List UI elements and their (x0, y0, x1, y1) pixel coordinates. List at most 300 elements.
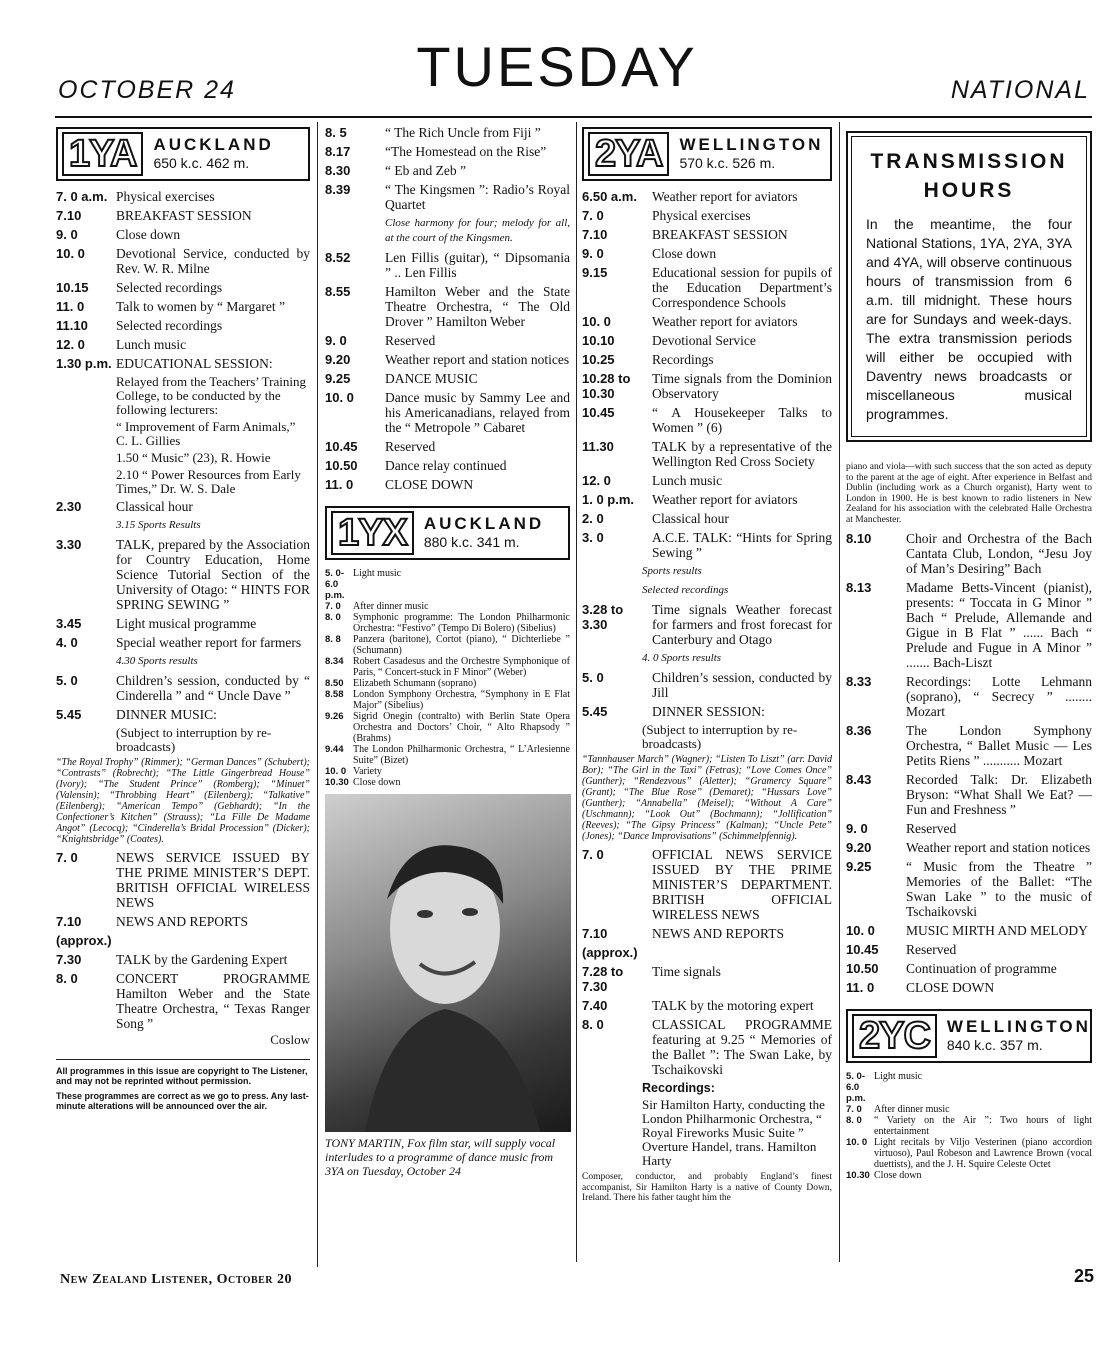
schedule-entry (56, 208, 310, 223)
entry-time: 8. 8 (325, 634, 341, 645)
entry-time: 8.55 (325, 284, 351, 299)
entry-time: 10.45 (582, 405, 615, 420)
schedule-entry (582, 926, 832, 941)
entry-time: 10.45 (325, 439, 358, 454)
schedule-entry (582, 208, 832, 223)
entry-description: CLOSE DOWN (385, 477, 474, 492)
column-divider (317, 122, 318, 1267)
schedule-entry (56, 971, 310, 1031)
entry-time: 8.33 (846, 674, 872, 689)
composer-credit: Coslow (270, 1032, 310, 1047)
1yx-entry (325, 656, 570, 678)
station-header-1yx (325, 506, 570, 560)
entry-time (582, 651, 642, 666)
entry-description: The London Symphony Orchestra, “ Ballet Music — Les Petits Riens ” ........... Mozart (906, 723, 1092, 768)
entry-time: 8.39 (325, 182, 351, 197)
schedule-entry (56, 518, 310, 533)
entry-description: Light recitals by Viljo Vesterinen (piano accordion virtuoso), Paul Robeson and Lawrence Brown (vocal duettists), and the J. H. Squire Celeste Octet (874, 1137, 1092, 1170)
entry-description: “ The Kingsmen ”: Radio’s Royal Quartet (385, 182, 570, 212)
entry-time: 9.25 (325, 371, 351, 386)
entry-time: 8.36 (846, 723, 872, 738)
entry-description: Children’s session, conducted by “ Cinderella ” and “ Uncle Dave ” (116, 673, 310, 703)
harty-biography: Composer, conductor, and probably England’s finest accompanist, Sir Hamilton Harty is a native of County Down, Ireland. There his father taught him the (582, 1172, 832, 1203)
schedule-entry (56, 654, 310, 669)
column-transmission-2yc (846, 125, 1092, 1181)
station-city: WELLINGTON (946, 1017, 1091, 1036)
entry-description: Children’s session, conducted by Jill (652, 670, 832, 700)
entry-time: 10.50 (846, 961, 879, 976)
entry-time: 8. 0 (325, 612, 341, 623)
entry-time: 11. 0 (56, 299, 85, 314)
schedule-entry (325, 144, 570, 159)
correction-notice: These programmes are correct as we go to press. Any last-minute alterations will be announced over the air. (56, 1091, 309, 1111)
schedule-entry (846, 821, 1092, 836)
entry-description: OFFICIAL NEWS SERVICE ISSUED BY THE PRIME MINISTER’S DEPARTMENT. BRITISH OFFICIAL WIRELESS NEWS (652, 847, 832, 922)
schedule-entry (582, 651, 832, 666)
entry-description: DINNER MUSIC: (116, 707, 217, 722)
entry-time: 2. 0 (582, 511, 604, 526)
entry-description: “ Eb and Zeb ” (385, 163, 466, 178)
entry-description: “ A Housekeeper Talks to Women ” (6) (652, 405, 832, 435)
entry-time: 7. 0 a.m. (56, 189, 108, 204)
entry-time: 5. 0 (56, 673, 78, 688)
schedule-entry (56, 227, 310, 242)
station-callsign: 1YX (331, 511, 414, 555)
schedule-entry (846, 772, 1092, 817)
entry-description: Sports results (642, 565, 702, 577)
entry-time: 7.10 (56, 208, 82, 223)
entry-time: 7.28 to 7.30 (582, 964, 624, 994)
entry-description: Physical exercises (116, 189, 215, 204)
schedule-entry (325, 284, 570, 329)
station-callsign: 2YA (588, 132, 669, 176)
entry-description: DINNER SESSION: (652, 704, 765, 719)
2yc-entry (846, 1170, 1092, 1181)
schedule-entry (325, 477, 570, 492)
schedule-entry (56, 673, 310, 703)
educational-lecture: 1.50 “ Music” (23), R. Howie (116, 450, 271, 465)
entry-time: 8.50 (325, 678, 344, 689)
issue-date: OCTOBER 24 (58, 76, 236, 104)
tony-martin-photo (325, 794, 571, 1132)
harty-biography-continued: piano and viola—with such success that the son acted as deputy to the parent at the age of eight. After experience in Belfast and Dublin (including work as a Church organist), Harty went to London in 1900. He is best known to radio listeners in New Zealand for his association with the celebrated Halle Orchestra at Manchester. (846, 462, 1092, 525)
entry-time: 8. 5 (325, 125, 347, 140)
entry-time: 5.45 (56, 707, 82, 722)
entry-description: Lunch music (116, 337, 187, 352)
entry-time: 7.40 (582, 998, 608, 1013)
station-header-1ya (56, 127, 310, 181)
page-number: 25 (1073, 1266, 1094, 1286)
entry-time (582, 583, 642, 598)
2yc-entry (846, 1071, 1092, 1104)
station-callsign: 1YA (62, 132, 143, 176)
station-header-2ya (582, 127, 832, 181)
entry-time: 10. 0 (56, 246, 85, 261)
entry-description: Light music (874, 1071, 923, 1082)
schedule-entry (56, 933, 310, 948)
schedule-entry (325, 439, 570, 454)
page-day-title: TUESDAY (416, 35, 698, 98)
schedule-entry (325, 125, 570, 140)
entry-description: Weather report and station notices (906, 840, 1091, 855)
transmission-title: TRANSMISSION (870, 150, 1068, 173)
educational-lecture: “ Improvement of Farm Animals,” C. L. Gillies (116, 419, 296, 448)
publication-footer: New Zealand Listener, October 20 (60, 1272, 293, 1287)
entry-time: 7.10 (56, 914, 82, 929)
entry-description: BREAKFAST SESSION (652, 227, 788, 242)
entry-time: 7. 0 (582, 847, 604, 862)
entry-time: (approx.) (582, 945, 638, 960)
entry-description: NEWS SERVICE ISSUED BY THE PRIME MINISTER’S DEPT. BRITISH OFFICIAL WIRELESS NEWS (116, 850, 310, 910)
schedule-entry (582, 246, 832, 261)
entry-time: 8. 0 (582, 1017, 604, 1032)
entry-description (116, 933, 310, 948)
entry-description: MUSIC MIRTH AND MELODY (906, 923, 1088, 938)
entry-description: Selected recordings (116, 318, 223, 333)
entry-time: 9. 0 (56, 227, 78, 242)
schedule-entry (582, 847, 832, 922)
entry-description: After dinner music (353, 601, 429, 612)
entry-description: Devotional Service (652, 333, 756, 348)
entry-description: 3.15 Sports Results (116, 519, 201, 531)
entry-time: 10. 0 (846, 1137, 868, 1148)
schedule-entry (846, 723, 1092, 768)
entry-description: CONCERT PROGRAMME Hamilton Weber and the State Theatre Orchestra, “ Texas Ranger Song ” (116, 971, 310, 1031)
entry-description: Close down (116, 227, 181, 242)
transmission-body: In the meantime, the four National Stations, 1YA, 2YA, 3YA and 4YA, will observe continuous hours of transmission from 6 a.m. till midnight. These hours are for Sundays and week-days. The extra transmission periods will either be occupied with Daventry news broadcasts or miscellaneous musical programmes. (866, 216, 1072, 422)
entry-description: Dance music by Sammy Lee and his Americanadians, relayed from the “ Metropole ” Cabaret (385, 390, 570, 435)
station-header-2yc (846, 1009, 1092, 1063)
entry-time: 7. 0 (56, 850, 78, 865)
entry-time (325, 216, 385, 246)
schedule-entry (582, 405, 832, 435)
entry-time: 9.20 (325, 352, 351, 367)
entry-time: 9.15 (582, 265, 608, 280)
educational-lecture: 2.10 “ Power Resources from Early Times,” Dr. W. S. Dale (116, 467, 301, 496)
entry-time: 9.44 (325, 744, 344, 755)
1yx-entry (325, 601, 570, 612)
station-frequency: 650 k.c. 462 m. (153, 155, 250, 171)
entry-description: EDUCATIONAL SESSION: (116, 356, 273, 371)
photo-caption: TONY MARTIN, Fox film star, will supply vocal interludes to a programme of dance music from 3YA on Tuesday, October 24 (325, 1136, 556, 1178)
schedule-entry (56, 318, 310, 333)
column-1yx-auckland (56, 125, 310, 1111)
entry-time: 6.50 a.m. (582, 189, 637, 204)
entry-description: London Symphony Orchestra, “Symphony in E Flat Major” (Sibelius) (353, 689, 570, 711)
entry-description: Reserved (385, 439, 436, 454)
entry-description: Weather report for aviators (652, 314, 798, 329)
entry-time: 9. 0 (846, 821, 868, 836)
schedule-entry (56, 280, 310, 295)
entry-description: “ The Rich Uncle from Fiji ” (385, 125, 541, 140)
entry-description: NEWS AND REPORTS (652, 926, 784, 941)
entry-description: Time signals from the Dominion Observatory (652, 371, 832, 401)
entry-time: 3.28 to 3.30 (582, 602, 624, 632)
schedule-entry (846, 674, 1092, 719)
schedule-entry (846, 859, 1092, 919)
entry-time: 10.50 (325, 458, 358, 473)
entry-description: Continuation of programme (906, 961, 1057, 976)
schedule-entry (56, 337, 310, 352)
portrait-illustration (325, 794, 571, 1132)
entry-time: 8.43 (846, 772, 872, 787)
header-rule (55, 116, 1092, 118)
entry-description: Reserved (906, 942, 957, 957)
schedule-entry (582, 473, 832, 488)
recordings-detail: Sir Hamilton Harty, conducting the London Philharmonic Orchestra, “ Royal Fireworks Music Suite ” Overture Handel, trans. Hamilton Harty (642, 1097, 825, 1168)
entry-time: 9.25 (846, 859, 872, 874)
entry-description: Time signals Weather forecast for farmers and frost forecast for Canterbury and Otago (652, 602, 832, 647)
schedule-entry (846, 942, 1092, 957)
schedule-entry (582, 583, 832, 598)
entry-description: Weather report and station notices (385, 352, 570, 367)
schedule-entry (582, 333, 832, 348)
entry-description: Special weather report for farmers (116, 635, 302, 650)
schedule-entry (846, 531, 1092, 576)
entry-time: 5. 0-6.0 p.m. (325, 568, 345, 601)
entry-time: 5.45 (582, 704, 608, 719)
entry-time: (approx.) (56, 933, 112, 948)
entry-description: “ Variety on the Air ”: Two hours of light entertainment (874, 1115, 1092, 1137)
educational-lecture: Relayed from the Teachers’ Training College, to be conducted by the following lecturers: (116, 374, 306, 417)
1yx-entry (325, 766, 570, 777)
schedule-entry (582, 602, 832, 647)
station-callsign: 2YC (852, 1014, 937, 1058)
entry-description: Physical exercises (652, 208, 751, 223)
entry-description: The London Philharmonic Orchestra, “ L’Arlesienne Suite” (Bizet) (353, 744, 570, 766)
entry-description: DANCE MUSIC (385, 371, 478, 386)
entry-time: 11.10 (56, 318, 88, 333)
entry-description: Time signals (652, 964, 721, 979)
schedule-entry (56, 356, 310, 371)
transmission-subtitle: HOURS (923, 179, 1015, 202)
dinner-note: (Subject to interruption by re-broadcasts) (116, 725, 272, 754)
schedule-entry (56, 616, 310, 631)
entry-time: 3.45 (56, 616, 82, 631)
station-city: AUCKLAND (423, 514, 545, 533)
schedule-entry (582, 1017, 832, 1077)
entry-time: 10.15 (56, 280, 89, 295)
entry-time: 9.26 (325, 711, 344, 722)
schedule-entry (582, 265, 832, 310)
entry-description: Madame Betts-Vincent (pianist), presents: “ Toccata in G Minor ” Bach “ Prelude, Allemande and Gigue in B Flat ” ...... Bach “ Prelude and Fugue in A Minor ” ....... Bach-Liszt (906, 580, 1092, 670)
schedule-entry (846, 980, 1092, 995)
entry-time: 10. 0 (325, 766, 347, 777)
1yx-entry (325, 568, 570, 601)
entry-time: 10. 0 (846, 923, 875, 938)
entry-description: Recordings (652, 352, 714, 367)
entry-time: 11. 0 (325, 477, 354, 492)
entry-time (582, 564, 642, 579)
entry-description: Close down (353, 777, 401, 788)
schedule-entry (846, 923, 1092, 938)
entry-description: Close down (652, 246, 717, 261)
entry-description: Reserved (385, 333, 436, 348)
entry-description: CLOSE DOWN (906, 980, 995, 995)
entry-time: 8.13 (846, 580, 872, 595)
entry-description: Weather report for aviators (652, 189, 798, 204)
entry-time: 4. 0 (56, 635, 78, 650)
entry-time: 1.30 p.m. (56, 356, 112, 371)
entry-description: “The Homestead on the Rise” (385, 144, 547, 159)
schedule-entry (325, 458, 570, 473)
entry-time: 7. 0 (325, 601, 341, 612)
schedule-entry (325, 371, 570, 386)
entry-time: 12. 0 (56, 337, 85, 352)
column-divider (839, 122, 840, 1262)
schedule-entry (582, 439, 832, 469)
entry-description: Weather report for aviators (652, 492, 798, 507)
station-city: WELLINGTON (679, 135, 824, 154)
entry-time: 1. 0 p.m. (582, 492, 635, 507)
entry-description: NEWS AND REPORTS (116, 914, 248, 929)
column-auckland-continued (325, 125, 570, 1178)
schedule-entry (56, 246, 310, 276)
schedule-entry (582, 352, 832, 367)
1yx-entry (325, 678, 570, 689)
entry-time: 10. 0 (582, 314, 611, 329)
entry-time: 8.30 (325, 163, 351, 178)
schedule-entry (56, 914, 310, 929)
entry-description: Talk to women by “ Margaret ” (116, 299, 286, 314)
schedule-entry (56, 189, 310, 204)
schedule-entry (582, 530, 832, 560)
2yc-entry (846, 1115, 1092, 1137)
schedule-entry (56, 299, 310, 314)
entry-description: Robert Casadesus and the Orchestre Symphonique of Paris, “ Concert-stuck in F Minor” (Weber) (353, 656, 570, 678)
entry-description: TALK by the motoring expert (652, 998, 814, 1013)
schedule-entry (325, 182, 570, 212)
station-frequency: 570 k.c. 526 m. (679, 155, 776, 171)
entry-time (56, 518, 116, 533)
entry-time: 10.30 (846, 1170, 870, 1181)
entry-time: 8.58 (325, 689, 344, 700)
entry-description: Symphonic programme: The London Philharmonic Orchestra: “Festivo” (Tempo Di Bolero) (Sibelius) (353, 612, 570, 634)
entry-description: BREAKFAST SESSION (116, 208, 252, 223)
entry-time: 10. 0 (325, 390, 354, 405)
entry-description: “ Music from the Theatre ” Memories of the Ballet: “The Swan Lake ” to the music of Tschaikovski (906, 859, 1092, 919)
entry-time (56, 654, 116, 669)
entry-time: 8. 0 (56, 971, 78, 986)
schedule-entry (325, 163, 570, 178)
schedule-entry (582, 945, 832, 960)
entry-description: Lunch music (652, 473, 723, 488)
entry-description: Light music (353, 568, 402, 579)
entry-description: Choir and Orchestra of the Bach Cantata Club, London, “Jesu Joy of Man’s Desiring” Bach (906, 531, 1092, 576)
schedule-entry (56, 850, 310, 910)
entry-time: 10.45 (846, 942, 879, 957)
schedule-entry (582, 704, 832, 719)
entry-time: 8.10 (846, 531, 872, 546)
schedule-entry (582, 670, 832, 700)
entry-time: 8.34 (325, 656, 344, 667)
entry-time: 7.30 (56, 952, 82, 967)
entry-description (652, 945, 832, 960)
entry-time: 2.30 (56, 499, 82, 514)
entry-description: Recorded Talk: Dr. Elizabeth Bryson: “What Shall We Eat? —Fun and Freshness ” (906, 772, 1092, 817)
entry-time: 5. 0 (582, 670, 604, 685)
entry-description: Educational session for pupils of the Education Department’s Correspondence Schools (652, 265, 832, 310)
1yx-entry (325, 634, 570, 656)
entry-description: Selected recordings (642, 584, 729, 596)
entry-description: TALK by a representative of the Wellington Red Cross Society (652, 439, 832, 469)
schedule-entry (56, 952, 310, 967)
1yx-entry (325, 689, 570, 711)
column-2ya-wellington (582, 125, 832, 1204)
schedule-entry (325, 333, 570, 348)
entry-description: Sigrid Onegin (contralto) with Berlin State Opera Orchestra and Doctors’ Choir, “ Alto Rhapsody ” (Brahms) (353, 711, 570, 744)
entry-description: TALK, prepared by the Association for Country Education, Home Science Tutorial Section of the University of Otago: “ HINTS FOR SPRING SEWING ” (116, 537, 310, 612)
entry-description: Close down (874, 1170, 922, 1181)
schedule-entry (582, 314, 832, 329)
entry-description: Reserved (906, 821, 957, 836)
entry-description: Devotional Service, conducted by Rev. W. R. Milne (116, 246, 310, 276)
dinner-music-list: “Tannhauser March” (Wagner); “Listen To Liszt” (arr. David Bor); “The Girl in the Taxi” (Fetras); “Love Comes Once” (Gunther); “Rendezvous” (Aletter); “Gramercy Square” (Grant); “The Blue Rose” (Demaret); “Hussars Love” (Gunther); “Annabella” (Meisel); “Without A Care” (Uschmann); “Look Out” (Bochmann); “Jollification” (Reeves); “The Gipsy Princess” (Kalman); “Uncle Pete” (Jones); “Dance Improvisations” (Schimmelpfennig). (582, 754, 832, 842)
entry-description: Close harmony for four; melody for all, at the court of the Kingsmen. (385, 217, 570, 244)
entry-description: Classical hour (652, 511, 729, 526)
entry-description: After dinner music (874, 1104, 950, 1115)
entry-time: 10.10 (582, 333, 615, 348)
schedule-entry (582, 492, 832, 507)
station-frequency: 840 k.c. 357 m. (946, 1037, 1043, 1053)
entry-description: A.C.E. TALK: “Hints for Spring Sewing ” (652, 530, 832, 560)
entry-time: 8. 0 (846, 1115, 862, 1126)
schedule-entry (582, 511, 832, 526)
column-divider (576, 122, 577, 1262)
schedule-entry (56, 707, 310, 722)
1yx-entry (325, 711, 570, 744)
entry-description: 4.30 Sports results (116, 655, 198, 667)
schedule-entry (582, 227, 832, 242)
1yx-entry (325, 777, 570, 788)
entry-description: Recordings: Lotte Lehmann (soprano), “ Secrecy ” ........ Mozart (906, 674, 1092, 719)
entry-time: 8.52 (325, 250, 351, 265)
entry-description: Classical hour (116, 499, 193, 514)
copyright-notice: All programmes in this issue are copyright to The Listener, and may not be reprinted without permission. (56, 1066, 308, 1086)
schedule-entry (846, 961, 1092, 976)
entry-description: Hamilton Weber and the State Theatre Orchestra, “ The Old Drover ” Hamilton Weber (385, 284, 570, 329)
entry-time: 9.20 (846, 840, 872, 855)
entry-time: 8.17 (325, 144, 351, 159)
schedule-entry (325, 250, 570, 280)
entry-description: Selected recordings (116, 280, 223, 295)
entry-description: Dance relay continued (385, 458, 507, 473)
entry-time: 7.10 (582, 227, 608, 242)
schedule-entry (582, 371, 832, 401)
entry-description: Light musical programme (116, 616, 257, 631)
entry-time: 11. 0 (846, 980, 875, 995)
schedule-entry (56, 499, 310, 514)
entry-description: CLASSICAL PROGRAMME featuring at 9.25 “ Memories of the Ballet ”: The Swan Lake, by Tschaikovski (652, 1017, 832, 1077)
recordings-heading: Recordings: (642, 1081, 715, 1095)
2yc-entry (846, 1104, 1092, 1115)
entry-time: 9. 0 (582, 246, 604, 261)
station-city: AUCKLAND (153, 135, 274, 154)
entry-time: 7. 0 (846, 1104, 862, 1115)
schedule-entry (325, 390, 570, 435)
schedule-entry (325, 216, 570, 246)
entry-description: Panzera (baritone), Cortot (piano), “ Dichterliebe ” (Schumann) (353, 634, 570, 656)
entry-time: 3. 0 (582, 530, 604, 545)
entry-time: 7. 0 (582, 208, 604, 223)
schedule-entry (582, 564, 832, 579)
entry-time: 10.28 to 10.30 (582, 371, 631, 401)
entry-description: Len Fillis (guitar), “ Dipsomania ” .. Len Fillis (385, 250, 570, 280)
transmission-hours-box (846, 131, 1092, 442)
entry-time: 10.25 (582, 352, 615, 367)
entry-time: 11.30 (582, 439, 614, 454)
schedule-entry (582, 998, 832, 1013)
